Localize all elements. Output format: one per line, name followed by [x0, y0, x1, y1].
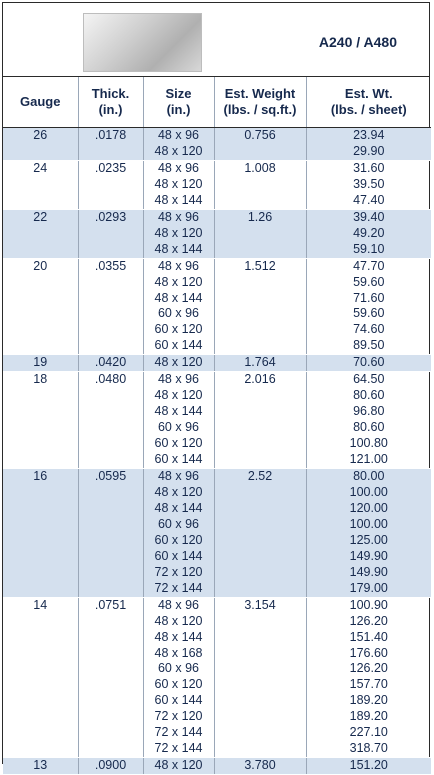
size-cell: 48 x 96 — [143, 597, 214, 613]
size-cell: 48 x 168 — [143, 646, 214, 662]
est-weight-cell — [214, 388, 306, 404]
size-cell: 48 x 144 — [143, 501, 214, 517]
thickness-cell — [78, 452, 143, 468]
gauge-cell — [3, 338, 78, 354]
est-weight-cell: 3.154 — [214, 597, 306, 613]
est-weight-cell — [214, 338, 306, 354]
thickness-cell: .0355 — [78, 258, 143, 274]
gauge-cell: 22 — [3, 209, 78, 225]
est-weight-cell — [214, 565, 306, 581]
gauge-cell: 13 — [3, 758, 78, 775]
est-weight-cell — [214, 661, 306, 677]
gauge-cell — [3, 661, 78, 677]
est-sheet-weight-cell: 227.10 — [306, 725, 431, 741]
est-sheet-weight-cell: 96.80 — [306, 404, 431, 420]
size-cell: 72 x 144 — [143, 725, 214, 741]
thickness-cell — [78, 581, 143, 597]
est-sheet-weight-cell: 29.90 — [306, 144, 431, 160]
table-row — [3, 355, 431, 372]
table-row — [3, 242, 431, 258]
size-cell: 60 x 96 — [143, 661, 214, 677]
gauge-cell — [3, 725, 78, 741]
stainless-sheet-swatch — [83, 13, 202, 72]
est-sheet-weight-cell: 64.50 — [306, 372, 431, 388]
est-weight-cell — [214, 677, 306, 693]
thickness-cell — [78, 291, 143, 307]
gauge-cell — [3, 741, 78, 757]
thickness-cell — [78, 144, 143, 160]
size-cell: 48 x 120 — [143, 275, 214, 291]
table-row — [3, 404, 431, 420]
est-sheet-weight-cell: 318.70 — [306, 741, 431, 757]
thickness-cell — [78, 517, 143, 533]
table-row — [3, 725, 431, 741]
table-row — [3, 517, 431, 533]
thickness-cell — [78, 193, 143, 209]
est-sheet-weight-cell: 59.10 — [306, 242, 431, 258]
gauge-cell — [3, 436, 78, 452]
thickness-cell — [78, 677, 143, 693]
table-row — [3, 533, 431, 549]
thickness-cell — [78, 549, 143, 565]
size-cell: 48 x 120 — [143, 144, 214, 160]
gauge-cell — [3, 533, 78, 549]
thickness-cell — [78, 275, 143, 291]
header-est-sheet-weight: Est. Wt. (lbs. / sheet) — [306, 77, 431, 128]
thickness-cell — [78, 661, 143, 677]
gauge-cell: 20 — [3, 258, 78, 274]
est-weight-cell — [214, 693, 306, 709]
est-weight-cell — [214, 193, 306, 209]
thickness-cell — [78, 725, 143, 741]
gauge-cell — [3, 517, 78, 533]
chart-header — [3, 3, 429, 77]
est-sheet-weight-cell: 100.00 — [306, 485, 431, 501]
est-sheet-weight-cell: 80.60 — [306, 388, 431, 404]
est-weight-cell — [214, 517, 306, 533]
thickness-cell — [78, 306, 143, 322]
gauge-table — [3, 77, 431, 775]
gauge-cell: 24 — [3, 160, 78, 176]
size-cell: 48 x 144 — [143, 404, 214, 420]
thickness-cell — [78, 322, 143, 338]
gauge-cell — [3, 501, 78, 517]
table-row — [3, 322, 431, 338]
table-row — [3, 452, 431, 468]
est-sheet-weight-cell: 49.20 — [306, 226, 431, 242]
gauge-cell — [3, 581, 78, 597]
est-weight-cell — [214, 725, 306, 741]
est-sheet-weight-cell: 149.90 — [306, 565, 431, 581]
est-weight-cell: 1.764 — [214, 355, 306, 372]
size-cell: 48 x 96 — [143, 469, 214, 485]
est-sheet-weight-cell: 80.00 — [306, 469, 431, 485]
est-weight-cell — [214, 242, 306, 258]
est-sheet-weight-cell: 74.60 — [306, 322, 431, 338]
size-cell: 48 x 96 — [143, 209, 214, 225]
gauge-cell — [3, 193, 78, 209]
gauge-cell — [3, 404, 78, 420]
table-row — [3, 275, 431, 291]
est-sheet-weight-cell: 47.40 — [306, 193, 431, 209]
est-weight-cell — [214, 322, 306, 338]
est-weight-cell — [214, 485, 306, 501]
table-row — [3, 549, 431, 565]
est-sheet-weight-cell: 39.50 — [306, 177, 431, 193]
est-sheet-weight-cell: 151.20 — [306, 758, 431, 775]
est-weight-cell — [214, 404, 306, 420]
est-sheet-weight-cell: 189.20 — [306, 709, 431, 725]
est-weight-cell: 1.26 — [214, 209, 306, 225]
table-row — [3, 144, 431, 160]
table-row — [3, 614, 431, 630]
size-cell: 60 x 144 — [143, 338, 214, 354]
est-weight-cell — [214, 226, 306, 242]
size-cell: 48 x 120 — [143, 177, 214, 193]
size-cell: 48 x 120 — [143, 758, 214, 775]
size-cell: 48 x 96 — [143, 372, 214, 388]
gauge-cell — [3, 291, 78, 307]
header-gauge: Gauge — [3, 77, 78, 128]
thickness-cell — [78, 420, 143, 436]
est-weight-cell — [214, 709, 306, 725]
table-row — [3, 436, 431, 452]
table-row — [3, 306, 431, 322]
est-weight-cell: 2.52 — [214, 469, 306, 485]
gauge-cell — [3, 614, 78, 630]
size-cell: 60 x 120 — [143, 533, 214, 549]
est-sheet-weight-cell: 179.00 — [306, 581, 431, 597]
thickness-cell: .0900 — [78, 758, 143, 775]
table-row — [3, 128, 431, 144]
header-size: Size (in.) — [143, 77, 214, 128]
header-thickness: Thick. (in.) — [78, 77, 143, 128]
size-cell: 48 x 120 — [143, 388, 214, 404]
est-sheet-weight-cell: 189.20 — [306, 693, 431, 709]
thickness-cell — [78, 177, 143, 193]
gauge-cell — [3, 322, 78, 338]
thickness-cell: .0751 — [78, 597, 143, 613]
gauge-cell: 16 — [3, 469, 78, 485]
est-weight-cell — [214, 306, 306, 322]
table-row — [3, 646, 431, 662]
gauge-cell — [3, 630, 78, 646]
est-weight-cell — [214, 630, 306, 646]
est-sheet-weight-cell: 125.00 — [306, 533, 431, 549]
gauge-cell — [3, 549, 78, 565]
gauge-cell — [3, 452, 78, 468]
est-weight-cell — [214, 581, 306, 597]
table-row — [3, 501, 431, 517]
size-cell: 48 x 144 — [143, 242, 214, 258]
thickness-cell — [78, 693, 143, 709]
spec-title: A240 / A480 — [318, 34, 397, 50]
size-cell: 48 x 96 — [143, 128, 214, 144]
est-sheet-weight-cell: 151.40 — [306, 630, 431, 646]
est-sheet-weight-cell: 71.60 — [306, 291, 431, 307]
size-cell: 48 x 144 — [143, 630, 214, 646]
thickness-cell: .0235 — [78, 160, 143, 176]
est-sheet-weight-cell: 120.00 — [306, 501, 431, 517]
size-cell: 48 x 96 — [143, 258, 214, 274]
est-weight-cell: 1.008 — [214, 160, 306, 176]
gauge-cell — [3, 709, 78, 725]
est-weight-cell — [214, 144, 306, 160]
gauge-cell — [3, 388, 78, 404]
gauge-cell — [3, 693, 78, 709]
gauge-cell — [3, 177, 78, 193]
est-sheet-weight-cell: 100.00 — [306, 517, 431, 533]
thickness-cell — [78, 436, 143, 452]
est-sheet-weight-cell: 89.50 — [306, 338, 431, 354]
est-weight-cell: 1.512 — [214, 258, 306, 274]
est-weight-cell — [214, 291, 306, 307]
gauge-cell — [3, 677, 78, 693]
est-weight-cell — [214, 177, 306, 193]
est-weight-cell — [214, 436, 306, 452]
table-row — [3, 291, 431, 307]
est-sheet-weight-cell: 149.90 — [306, 549, 431, 565]
thickness-cell — [78, 741, 143, 757]
est-sheet-weight-cell: 176.60 — [306, 646, 431, 662]
gauge-cell — [3, 646, 78, 662]
size-cell: 72 x 144 — [143, 581, 214, 597]
thickness-cell — [78, 388, 143, 404]
size-cell: 72 x 120 — [143, 709, 214, 725]
est-sheet-weight-cell: 59.60 — [306, 275, 431, 291]
size-cell: 48 x 120 — [143, 485, 214, 501]
gauge-cell — [3, 420, 78, 436]
table-row — [3, 661, 431, 677]
table-row — [3, 469, 431, 485]
table-row — [3, 420, 431, 436]
table-row — [3, 581, 431, 597]
table-row — [3, 693, 431, 709]
table-row — [3, 485, 431, 501]
thickness-cell — [78, 614, 143, 630]
size-cell: 48 x 96 — [143, 160, 214, 176]
est-weight-cell: 0.756 — [214, 128, 306, 144]
est-weight-cell: 3.780 — [214, 758, 306, 775]
est-weight-cell — [214, 452, 306, 468]
gauge-cell — [3, 485, 78, 501]
est-sheet-weight-cell: 59.60 — [306, 306, 431, 322]
table-row — [3, 741, 431, 757]
gauge-cell: 18 — [3, 372, 78, 388]
table-header-row — [3, 77, 431, 128]
table-row — [3, 338, 431, 354]
est-weight-cell — [214, 420, 306, 436]
size-cell: 60 x 144 — [143, 549, 214, 565]
table-row — [3, 709, 431, 725]
table-row — [3, 388, 431, 404]
thickness-cell — [78, 533, 143, 549]
thickness-cell — [78, 709, 143, 725]
table-row — [3, 209, 431, 225]
est-sheet-weight-cell: 80.60 — [306, 420, 431, 436]
est-sheet-weight-cell: 70.60 — [306, 355, 431, 372]
size-cell: 72 x 120 — [143, 565, 214, 581]
table-row — [3, 677, 431, 693]
gauge-cell — [3, 242, 78, 258]
size-cell: 60 x 120 — [143, 677, 214, 693]
size-cell: 60 x 120 — [143, 436, 214, 452]
thickness-cell — [78, 338, 143, 354]
thickness-cell — [78, 501, 143, 517]
est-sheet-weight-cell: 47.70 — [306, 258, 431, 274]
gauge-cell — [3, 226, 78, 242]
est-sheet-weight-cell: 100.80 — [306, 436, 431, 452]
gauge-cell: 26 — [3, 128, 78, 144]
est-weight-cell — [214, 533, 306, 549]
est-weight-cell — [214, 741, 306, 757]
gauge-cell: 14 — [3, 597, 78, 613]
size-cell: 48 x 120 — [143, 355, 214, 372]
size-cell: 60 x 144 — [143, 452, 214, 468]
est-weight-cell — [214, 275, 306, 291]
table-row — [3, 630, 431, 646]
gauge-chart-card — [2, 2, 430, 773]
table-row — [3, 160, 431, 176]
est-weight-cell — [214, 646, 306, 662]
gauge-cell — [3, 275, 78, 291]
thickness-cell — [78, 404, 143, 420]
est-sheet-weight-cell: 121.00 — [306, 452, 431, 468]
table-row — [3, 597, 431, 613]
gauge-cell — [3, 144, 78, 160]
table-row — [3, 758, 431, 775]
table-row — [3, 258, 431, 274]
size-cell: 48 x 144 — [143, 291, 214, 307]
thickness-cell — [78, 565, 143, 581]
thickness-cell — [78, 646, 143, 662]
thickness-cell: .0178 — [78, 128, 143, 144]
header-est-weight: Est. Weight (lbs. / sq.ft.) — [214, 77, 306, 128]
size-cell: 48 x 120 — [143, 614, 214, 630]
est-sheet-weight-cell: 100.90 — [306, 597, 431, 613]
est-weight-cell — [214, 614, 306, 630]
thickness-cell — [78, 485, 143, 501]
size-cell: 60 x 144 — [143, 693, 214, 709]
size-cell: 60 x 120 — [143, 322, 214, 338]
thickness-cell — [78, 242, 143, 258]
est-weight-cell: 2.016 — [214, 372, 306, 388]
size-cell: 48 x 144 — [143, 193, 214, 209]
est-weight-cell — [214, 501, 306, 517]
size-cell: 60 x 96 — [143, 306, 214, 322]
thickness-cell: .0595 — [78, 469, 143, 485]
est-sheet-weight-cell: 126.20 — [306, 614, 431, 630]
size-cell: 48 x 120 — [143, 226, 214, 242]
thickness-cell: .0420 — [78, 355, 143, 372]
est-sheet-weight-cell: 126.20 — [306, 661, 431, 677]
size-cell: 60 x 96 — [143, 517, 214, 533]
est-sheet-weight-cell: 23.94 — [306, 128, 431, 144]
size-cell: 60 x 96 — [143, 420, 214, 436]
thickness-cell — [78, 630, 143, 646]
table-row — [3, 177, 431, 193]
table-row — [3, 193, 431, 209]
gauge-cell: 19 — [3, 355, 78, 372]
thickness-cell — [78, 226, 143, 242]
est-sheet-weight-cell: 39.40 — [306, 209, 431, 225]
thickness-cell: .0293 — [78, 209, 143, 225]
thickness-cell: .0480 — [78, 372, 143, 388]
est-sheet-weight-cell: 31.60 — [306, 160, 431, 176]
gauge-cell — [3, 306, 78, 322]
est-sheet-weight-cell: 157.70 — [306, 677, 431, 693]
est-weight-cell — [214, 549, 306, 565]
table-row — [3, 372, 431, 388]
size-cell: 72 x 144 — [143, 741, 214, 757]
gauge-cell — [3, 565, 78, 581]
table-row — [3, 226, 431, 242]
table-row — [3, 565, 431, 581]
